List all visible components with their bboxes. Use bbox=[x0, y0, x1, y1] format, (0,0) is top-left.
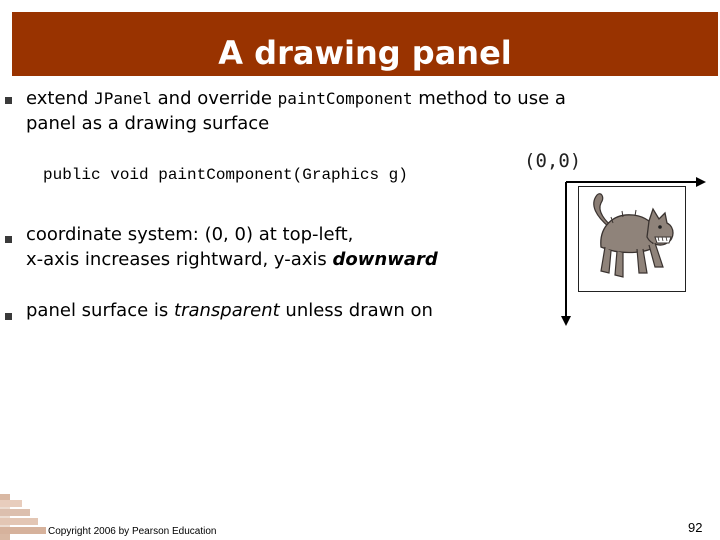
bullet-1-post: method to use a bbox=[412, 88, 566, 109]
code-snippet: public void paintComponent(Graphics g) bbox=[43, 166, 408, 184]
bullet-1-mid: and override bbox=[151, 88, 278, 109]
y-axis-arrowhead bbox=[561, 316, 571, 326]
bullet-3-post: unless drawn on bbox=[279, 300, 433, 321]
bullet-marker bbox=[5, 313, 12, 320]
cat-image-frame bbox=[578, 186, 686, 292]
copyright-text: Copyright 2006 by Pearson Education bbox=[48, 526, 217, 537]
snarling-cat-icon bbox=[579, 187, 685, 291]
slide-title: A drawing panel bbox=[218, 34, 512, 72]
origin-label: (0,0) bbox=[524, 150, 582, 172]
bullet-1-code-jpanel: JPanel bbox=[94, 89, 152, 108]
bullet-1-line2: panel as a drawing surface bbox=[26, 113, 270, 134]
brick-decoration bbox=[0, 494, 48, 540]
bullet-1-code-paintcomponent: paintComponent bbox=[277, 89, 413, 108]
bullet-3-text bbox=[26, 298, 433, 323]
bullet-3-emphasis: transparent bbox=[174, 300, 280, 321]
bullet-2-line1: coordinate system: (0, 0) at top-left, bbox=[26, 224, 354, 245]
bullet-marker bbox=[5, 236, 12, 243]
bullet-1-pre: extend bbox=[26, 88, 95, 109]
bullet-1-text bbox=[26, 86, 566, 136]
bullet-marker bbox=[5, 97, 12, 104]
page-number: 92 bbox=[688, 520, 703, 535]
bullet-2-line2: x-axis increases rightward, y-axis bbox=[26, 249, 333, 270]
x-axis-arrowhead bbox=[696, 177, 706, 187]
bullet-2-text bbox=[26, 222, 438, 272]
bullet-3-pre: panel surface is bbox=[26, 300, 175, 321]
bullet-2-emphasis: downward bbox=[332, 249, 438, 270]
